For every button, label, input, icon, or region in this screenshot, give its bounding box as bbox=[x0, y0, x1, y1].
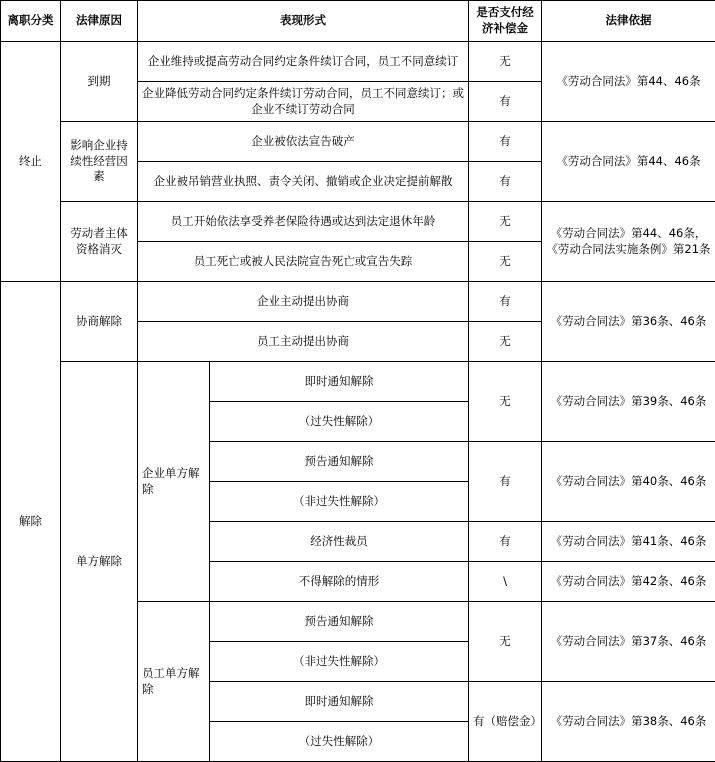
compensation-cell: 无 bbox=[469, 242, 542, 282]
table-row bbox=[1, 42, 715, 82]
header-reason: 法律原因 bbox=[61, 1, 138, 42]
form-cell: 企业被吊销营业执照、责令关闭、撤销或企业决定提前解散 bbox=[138, 162, 469, 202]
compensation-cell: 无 bbox=[469, 362, 542, 442]
compensation-cell: 无 bbox=[469, 322, 542, 362]
basis-cell: 《劳动合同法》第36条、46条 bbox=[542, 282, 715, 362]
compensation-cell: 有（赔偿金） bbox=[469, 682, 542, 762]
category-rescission: 解除 bbox=[1, 282, 61, 762]
header-row bbox=[1, 1, 715, 42]
reason-unilateral: 单方解除 bbox=[61, 362, 138, 762]
compensation-cell: 无 bbox=[469, 202, 542, 242]
form-cell: 员工死亡或被人民法院宣告死亡或宣告失踪 bbox=[138, 242, 469, 282]
form-cell: 企业主动提出协商 bbox=[138, 282, 469, 322]
compensation-cell: 有 bbox=[469, 122, 542, 162]
reason-expiry: 到期 bbox=[61, 42, 138, 122]
form-cell: （非过失性解除） bbox=[210, 642, 469, 682]
form-cell: 员工主动提出协商 bbox=[138, 322, 469, 362]
basis-cell: 《劳动合同法》第39条、46条 bbox=[542, 362, 715, 442]
category-termination: 终止 bbox=[1, 42, 61, 282]
compensation-cell: 有 bbox=[469, 82, 542, 122]
table-row bbox=[1, 282, 715, 322]
header-category: 离职分类 bbox=[1, 1, 61, 42]
basis-cell: 《劳动合同法》第37条、46条 bbox=[542, 602, 715, 682]
party-employee: 员工单方解除 bbox=[138, 602, 210, 762]
form-cell: （非过失性解除） bbox=[210, 482, 469, 522]
party-employer: 企业单方解除 bbox=[138, 362, 210, 602]
compensation-cell: 有 bbox=[469, 162, 542, 202]
basis-cell: 《劳动合同法》第41条、46条 bbox=[542, 522, 715, 562]
form-cell: 员工开始依法享受养老保险待遇或达到法定退休年龄 bbox=[138, 202, 469, 242]
basis-cell: 《劳动合同法》第44、46条，《劳动合同法实施条例》第21条 bbox=[542, 202, 715, 282]
table-row bbox=[1, 202, 715, 242]
header-compensation: 是否支付经济补偿金 bbox=[469, 1, 542, 42]
basis-cell: 《劳动合同法》第40条、46条 bbox=[542, 442, 715, 522]
table-row bbox=[1, 122, 715, 162]
form-cell: 预告通知解除 bbox=[210, 602, 469, 642]
reason-business: 影响企业持续性经营因素 bbox=[61, 122, 138, 202]
compensation-cell: 无 bbox=[469, 602, 542, 682]
form-cell: 即时通知解除 bbox=[210, 682, 469, 722]
basis-cell: 《劳动合同法》第44、46条 bbox=[542, 42, 715, 122]
header-form: 表现形式 bbox=[138, 1, 469, 42]
reason-negotiation: 协商解除 bbox=[61, 282, 138, 362]
form-cell: 经济性裁员 bbox=[210, 522, 469, 562]
form-cell: 预告通知解除 bbox=[210, 442, 469, 482]
form-cell: （过失性解除） bbox=[210, 722, 469, 762]
form-cell: 不得解除的情形 bbox=[210, 562, 469, 602]
compensation-cell: 有 bbox=[469, 282, 542, 322]
form-cell: 企业降低劳动合同约定条件续订劳动合同，员工不同意续订；或企业不续订劳动合同 bbox=[138, 82, 469, 122]
compensation-cell: 无 bbox=[469, 42, 542, 82]
compensation-cell: 有 bbox=[469, 522, 542, 562]
basis-cell: 《劳动合同法》第38条、46条 bbox=[542, 682, 715, 762]
reason-subject: 劳动者主体资格消灭 bbox=[61, 202, 138, 282]
form-cell: 企业维持或提高劳动合同约定条件续订合同，员工不同意续订 bbox=[138, 42, 469, 82]
compensation-cell: \ bbox=[469, 562, 542, 602]
compensation-cell: 有 bbox=[469, 442, 542, 522]
table-row bbox=[1, 362, 715, 402]
form-cell: （过失性解除） bbox=[210, 402, 469, 442]
form-cell: 即时通知解除 bbox=[210, 362, 469, 402]
header-basis: 法律依据 bbox=[542, 1, 715, 42]
basis-cell: 《劳动合同法》第44、46条 bbox=[542, 122, 715, 202]
form-cell: 企业被依法宣告破产 bbox=[138, 122, 469, 162]
basis-cell: 《劳动合同法》第42条、46条 bbox=[542, 562, 715, 602]
